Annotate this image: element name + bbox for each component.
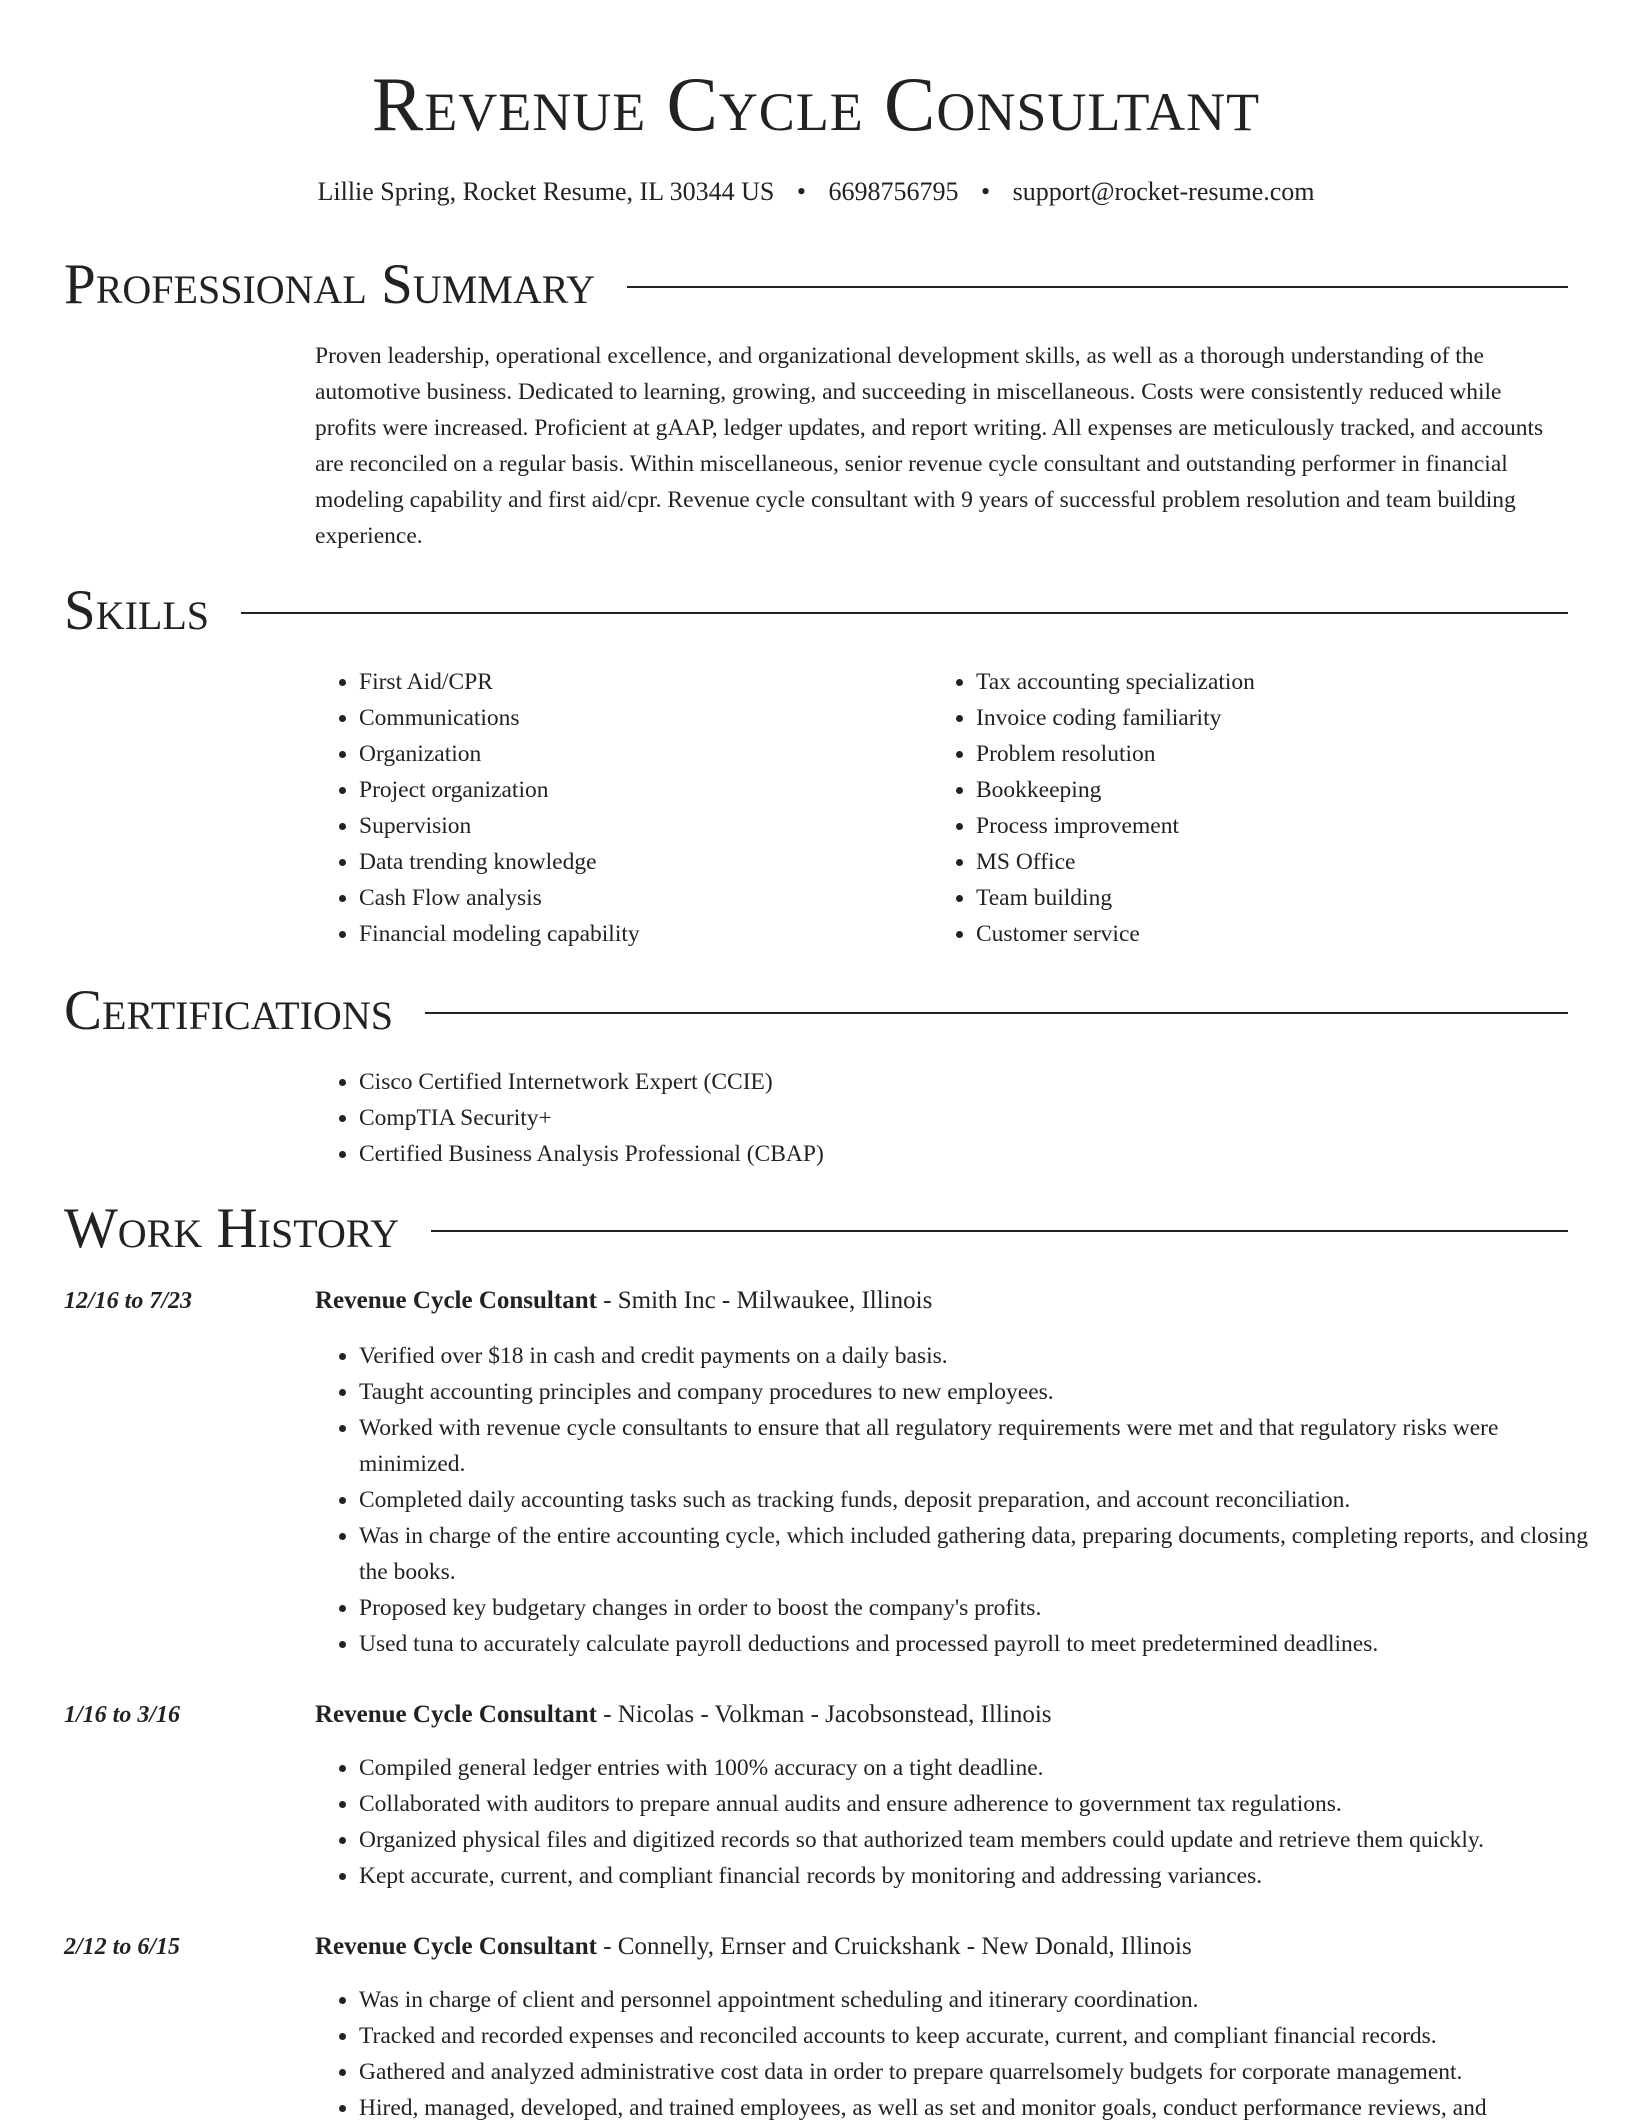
job-role: Revenue Cycle Consultant [315, 1701, 597, 1728]
skills-section-title: Skills [64, 579, 210, 642]
job-title-line [315, 1929, 1192, 1965]
skill-item: • Communications [359, 700, 919, 736]
job-bullet: • Worked with revenue cycle consultants to ensure that all regulatory requirements were met and that regulatory risks were minimized. [359, 1410, 1609, 1482]
job-bullet: • Completed daily accounting tasks such as tracking funds, deposit preparation, and account reconciliation. [359, 1482, 1609, 1518]
job-company: - Nicolas - Volkman - Jacobsonstead, Illinois [596, 1701, 1052, 1728]
job-bullet: • Collaborated with auditors to prepare annual audits and ensure adherence to government tax regulations. [359, 1786, 1609, 1822]
skill-item: • Data trending knowledge [359, 844, 919, 880]
job-bullet: • Organized physical files and digitized records so that authorized team members could update and retrieve them quickly. [359, 1822, 1609, 1858]
contact-address: Lillie Spring, Rocket Resume, IL 30344 US [317, 177, 775, 206]
section-divider [431, 1230, 1568, 1232]
job-role: Revenue Cycle Consultant [315, 1933, 597, 1960]
job-bullet: • Compiled general ledger entries with 100% accuracy on a tight deadline. [359, 1750, 1609, 1786]
job-role: Revenue Cycle Consultant [315, 1287, 597, 1314]
job-bullet: • Gathered and analyzed administrative cost data in order to prepare quarrelsomely budgets for corporate management. [359, 2054, 1609, 2090]
certifications-section-header [64, 978, 1568, 1044]
contact-phone: 6698756795 [828, 177, 959, 206]
skill-item: • Supervision [359, 808, 919, 844]
job-dates: 1/16 to 3/16 [64, 1702, 181, 1728]
job-title-line [315, 1283, 932, 1319]
job-title-line [315, 1697, 1052, 1733]
job-dates: 2/12 to 6/15 [64, 1934, 181, 1960]
job-bullet: • Verified over $18 in cash and credit payments on a daily basis. [359, 1338, 1609, 1374]
job-company: - Smith Inc - Milwaukee, Illinois [596, 1287, 933, 1314]
summary-section-title: Professional Summary [64, 253, 596, 316]
work-section-header [64, 1196, 1568, 1262]
section-divider [627, 286, 1568, 288]
job-bullets [315, 1750, 1609, 1894]
contact-separator: • [980, 177, 991, 206]
skills-section-header [64, 578, 1568, 644]
job-bullet: • Kept accurate, current, and compliant financial records by monitoring and addressing variances. [359, 1858, 1609, 1894]
skill-item: • Cash Flow analysis [359, 880, 919, 916]
contact-separator: • [796, 177, 806, 206]
job-bullet: • Used tuna to accurately calculate payroll deductions and processed payroll to meet predetermined deadlines. [359, 1626, 1609, 1662]
job-dates: 12/16 to 7/23 [64, 1288, 193, 1314]
skill-item: • Project organization [359, 772, 919, 808]
job-bullets [315, 1982, 1609, 2126]
skill-item: • Financial modeling capability [359, 916, 919, 952]
skill-item: • Process improvement [976, 808, 1576, 844]
job-bullets [315, 1338, 1609, 1662]
job-company: - Connelly, Ernser and Cruickshank - New Donald, Illinois [596, 1933, 1192, 1960]
skill-item: • Customer service [976, 916, 1576, 952]
job-bullet: • Was in charge of client and personnel appointment scheduling and itinerary coordination. [359, 1982, 1609, 2018]
skill-item: • Bookkeeping [976, 772, 1576, 808]
job-bullet: • Hired, managed, developed, and trained employees, as well as set and monitor goals, conduct performance reviews, and [359, 2090, 1609, 2126]
contact-line [0, 174, 1632, 210]
skill-item: • Tax accounting specialization [976, 664, 1576, 700]
job-bullet: • Was in charge of the entire accounting cycle, which included gathering data, preparing documents, completing reports, and closing the books. [359, 1518, 1609, 1590]
contact-email: support@rocket-resume.com [1012, 177, 1315, 206]
certifications-list [315, 1064, 1609, 1172]
work-section-title: Work History [64, 1197, 400, 1260]
summary-text: Proven leadership, operational excellence, and organizational development skills, as well as a thorough understanding of the automotive business. Dedicated to learning, growing, and succeeding in miscellaneous. Costs were consistently reduced while profits were increased. Proficient at gAAP, ledger updates, and report writing. All expenses are meticulously tracked, and accounts are reconciled on a regular basis. Within miscellaneous, senior revenue cycle consultant and outstanding performer in financial modeling capability and first aid/cpr. Revenue cycle consultant with 9 years of successful problem resolution and team building experience. [315, 343, 1544, 549]
job-bullet: • Tracked and recorded expenses and reconciled accounts to keep accurate, current, and compliant financial records. [359, 2018, 1609, 2054]
certification-item: • CompTIA Security+ [359, 1100, 1609, 1136]
skills-list-left [315, 664, 919, 952]
skill-item: • Invoice coding familiarity [976, 700, 1576, 736]
resume-name-heading: Revenue Cycle Consultant [371, 61, 1261, 147]
skill-item: • Team building [976, 880, 1576, 916]
section-divider [241, 612, 1568, 614]
certification-item: • Cisco Certified Internetwork Expert (CCIE) [359, 1064, 1609, 1100]
skill-item: • Organization [359, 736, 919, 772]
skill-item: • First Aid/CPR [359, 664, 919, 700]
job-bullet: • Proposed key budgetary changes in order to boost the company's profits. [359, 1590, 1609, 1626]
job-bullet: • Taught accounting principles and company procedures to new employees. [359, 1374, 1609, 1410]
section-divider [425, 1012, 1568, 1014]
skill-item: • MS Office [976, 844, 1576, 880]
certification-item: • Certified Business Analysis Professional (CBAP) [359, 1136, 1609, 1172]
summary-section-header [64, 252, 1568, 318]
certifications-section-title: Certifications [64, 979, 393, 1042]
skill-item: • Problem resolution [976, 736, 1576, 772]
skills-list-right [932, 664, 1576, 952]
